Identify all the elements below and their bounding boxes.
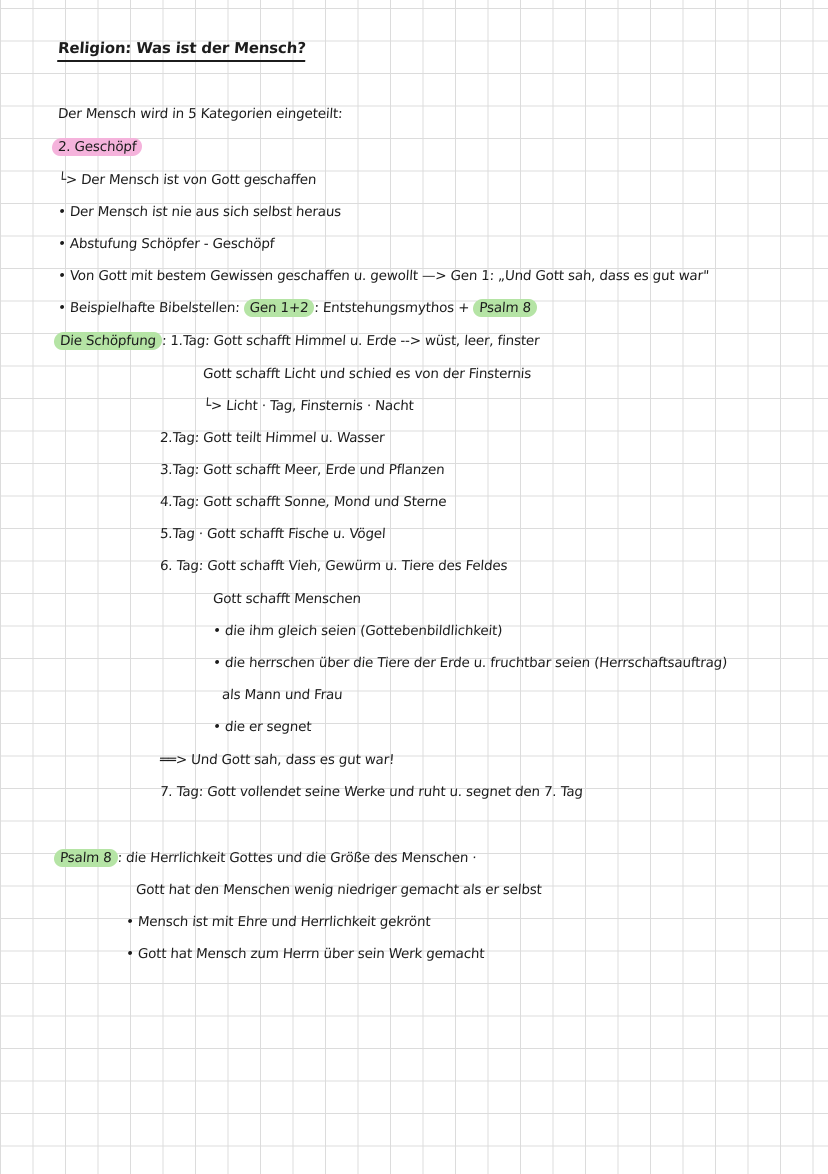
- psalm-highlight: Psalm 8: [473, 299, 538, 317]
- gen-highlight: Gen 1+2: [243, 299, 315, 317]
- psalm8-line1: [53, 848, 477, 868]
- day6: 6. Tag: Gott schafft Vieh, Gewürm u. Tiere des Feldes: [159, 558, 508, 574]
- arrow-line: └> Der Mensch ist von Gott geschaffen: [57, 172, 317, 188]
- day6-line-b: Gott schafft Menschen: [212, 591, 362, 607]
- day6-line-f: • die er segnet: [212, 719, 312, 735]
- day7: 7. Tag: Gott vollendet seine Werke und ruht u. segnet den 7. Tag: [159, 784, 584, 800]
- day6-line-d: • die herrschen über die Tiere der Erde u. fruchtbar seien (Herrschaftsauftrag): [212, 655, 728, 671]
- day4: 4.Tag: Gott schafft Sonne, Mond und Sterne: [159, 494, 447, 510]
- day1-line-c: └> Licht · Tag, Finsternis · Nacht: [202, 398, 415, 414]
- conclusion-line: ══> Und Gott sah, dass es gut war!: [159, 752, 395, 768]
- bible-prefix: • Beispielhafte Bibelstellen:: [57, 300, 241, 316]
- day2: 2.Tag: Gott teilt Himmel u. Wasser: [159, 430, 385, 446]
- psalm8-text1: : die Herrlichkeit Gottes und die Größe des Menschen ·: [117, 850, 477, 866]
- psalm8-label: Psalm 8: [53, 849, 118, 867]
- schoepfung-day1: [53, 331, 540, 351]
- bullet-1: • Der Mensch ist nie aus sich selbst heraus: [57, 204, 342, 220]
- day3: 3.Tag: Gott schafft Meer, Erde und Pflanzen: [159, 462, 446, 478]
- day1-line-b: Gott schafft Licht und schied es von der Finsternis: [202, 366, 532, 382]
- intro-text: Der Mensch wird in 5 Kategorien eingeteilt:: [57, 106, 343, 122]
- psalm8-line4: • Gott hat Mensch zum Herrn über sein Werk gemacht: [125, 946, 485, 962]
- bible-middle: : Entstehungsmythos +: [313, 300, 470, 316]
- category-highlight: 2. Geschöpf: [51, 138, 143, 156]
- day5: 5.Tag · Gott schafft Fische u. Vögel: [159, 526, 387, 542]
- psalm8-line3: • Mensch ist mit Ehre und Herrlichkeit gekrönt: [125, 914, 432, 930]
- category-label: [51, 137, 143, 157]
- day6-line-c: • die ihm gleich seien (Gottebenbildlichkeit): [212, 623, 503, 639]
- bullet-2: • Abstufung Schöpfer - Geschöpf: [57, 236, 275, 252]
- day6-line-e: als Mann und Frau: [221, 687, 343, 703]
- page-title: Religion: Was ist der Mensch?: [57, 38, 306, 62]
- bullet-3: • Von Gott mit bestem Gewissen geschaffen u. gewollt —> Gen 1: „Und Gott sah, dass es gut war": [57, 268, 710, 284]
- schoepfung-label: Die Schöpfung: [53, 332, 162, 350]
- day1-text: : 1.Tag: Gott schafft Himmel u. Erde --> wüst, leer, finster: [161, 333, 540, 349]
- psalm8-line2: Gott hat den Menschen wenig niedriger gemacht als er selbst: [135, 882, 543, 898]
- bible-line: [57, 298, 537, 318]
